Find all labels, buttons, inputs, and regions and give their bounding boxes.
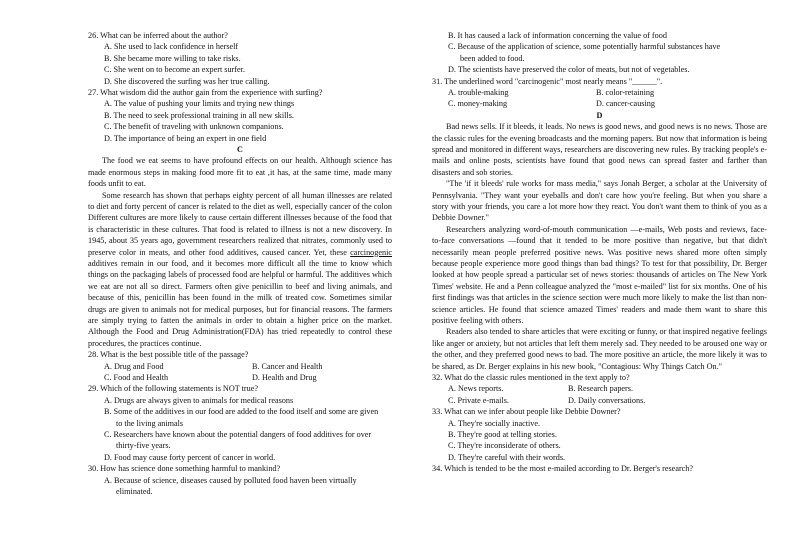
option-30a-line-2: eliminated. (116, 486, 153, 496)
passage-d-paragraph-4: Readers also tended to share articles that were exciting or funny, or that inspired negative feelings like anger or anxiety, but not articles that left them merely sad. They needed to be aroused one way or the other, and they preferred good news to bad. The more positive an article, the more likely it was to be shared, as Dr. Berger explains in his new book, "Contagious: Why Things Catch On." (432, 327, 767, 371)
option-31d: D. cancer-causing (596, 99, 655, 109)
question-31: 31. The underlined word "carcinogenic" most nearly means "______". (432, 76, 663, 86)
section-c-heading: C (237, 144, 243, 154)
paragraph-2-part-1: Some research has shown that perhaps eighty percent of all human illnesses are related to diet and forty percent of cancer is related to the diet as well, especially cancer of the colon Different cultures are more likely to cause certain different illnesses because of the food that is characteristic in these cultures. That food is related to illness is not a new discovery. In 1945, about 35 years ago, government researchers realized that nitrates, commonly used to preserve color in meats, and other food additives, caused cancer. Yet, these (88, 190, 392, 257)
option-27c: C. The benefit of traveling with unknown companions. (104, 122, 284, 132)
section-d-heading: D (596, 110, 603, 120)
option-29c-line-1: C. Researchers have known about the potential dangers of food additives for over (104, 429, 372, 439)
option-30b: B. It has caused a lack of information concerning the value of food (448, 31, 667, 40)
options-28-row-2 (88, 372, 392, 383)
passage-c-paragraph-2 (88, 190, 392, 350)
option-26b: B. She became more willing to take risks. (104, 53, 241, 63)
option-29c-line-2: thirty-five years. (116, 441, 171, 451)
question-27: 27. What wisdom did the author gain from the experience with surfing? (88, 87, 323, 97)
option-31a: A. trouble-making (448, 87, 509, 97)
option-29d: D. Food may cause forty percent of cancer in world. (104, 452, 276, 462)
option-30c-line-2: been added to food. (460, 53, 525, 63)
option-28a: A. Drug and Food (104, 361, 164, 371)
question-33: 33. What can we infer about people like Debbie Downer? (432, 407, 621, 417)
question-34: 34. Which is tended to be the most e-mailed according to Dr. Berger's research? (432, 464, 694, 474)
option-26a: A. She used to lack confidence in herself (104, 42, 239, 52)
option-32c: C. Private e-mails. (448, 395, 509, 405)
option-29b-line-1: B. Some of the additives in our food are added to the food itself and some are given (104, 407, 379, 417)
option-30d: D. The scientists have preserved the color of meats, but not of vegetables. (448, 65, 690, 75)
option-26c: C. She went on to become an expert surfer. (104, 65, 245, 75)
options-32-row-2 (432, 395, 767, 406)
options-31-row-1 (432, 87, 767, 98)
option-29b-line-2: to the living animals (116, 418, 184, 428)
option-33d: D. They're careful with their words. (448, 452, 566, 462)
option-32d: D. Daily conversations. (568, 395, 646, 405)
right-column (432, 30, 767, 475)
option-27b: B. The need to seek professional training in all new skills. (104, 110, 294, 120)
question-26: 26. What can be inferred about the author? (88, 31, 228, 40)
option-29a: A. Drugs are always given to animals for medical reasons (104, 395, 294, 405)
option-33c: C. They're inconsiderate of others. (448, 441, 561, 451)
passage-c-paragraph-1: The food we eat seems to have profound effects on our health. Although science has made enormous steps in making food more fit to eat ,it has, at the same time, made many foods unfit to eat. (88, 156, 392, 189)
question-30: 30. How has science done something harmful to mankind? (88, 464, 281, 474)
option-33a: A. They're socially inactive. (448, 418, 541, 428)
option-33b: B. They're good at telling stories. (448, 430, 557, 440)
underlined-word-carcinogenic: carcinogenic (350, 247, 392, 257)
option-31c: C. money-making (448, 99, 508, 109)
option-26d: D. She discovered the surfing was her true calling. (104, 76, 270, 86)
question-32: 32. What do the classic rules mentioned in the text apply to? (432, 373, 630, 383)
options-31-row-2 (432, 98, 767, 109)
option-27d: D. The importance of being an expert in one field (104, 133, 267, 143)
passage-d-paragraph-3: Researchers analyzing word-of-mouth communication —e-mails, Web posts and reviews, face-to-face conversations —found that it tended to be more positive than negative, but that didn't necessarily mean people preferred positive news. Was positive news shared more often simply because people experience more good things than bad things? To test for that possibility, Dr. Berger looked at how people spread a particular set of news stories: thousands of articles on The New York Times' website. He and a Penn colleague analyzed the "most e-mailed" list for six months. One of his first findings was that articles in the science section were much more likely to make the list than non-science articles. He found that science amazed Times' readers and made them want to share this positive feeling with others. (432, 224, 767, 326)
passage-d-paragraph-1: Bad news sells. If it bleeds, it leads. No news is good news, and good news is no news. Those are the classic rules for the evening broadcasts and the morning papers. But now that information is being spread and monitored in different ways, researchers are discovering new rules. By tracking people's e-mails and online posts, scientists have found that good news can spread faster and farther than disasters and sob stories. (432, 122, 767, 177)
option-32a: A. News reports. (448, 384, 504, 394)
options-28-row-1 (88, 361, 392, 372)
option-28c: C. Food and Health (104, 373, 169, 382)
option-27a: A. The value of pushing your limits and trying new things (104, 99, 295, 109)
option-31b: B. color-retaining (596, 87, 655, 97)
left-column (88, 30, 392, 497)
option-32b: B. Research papers. (568, 384, 634, 394)
question-28: 28. What is the best possible title of the passage? (88, 350, 249, 360)
option-30c-line-1: C. Because of the application of science, some potentially harmful substances have (448, 42, 721, 52)
option-28d: D. Health and Drug (252, 373, 317, 382)
question-29: 29. Which of the following statements is NOT true? (88, 384, 259, 394)
paragraph-2-part-2: additives remain in our food, and it becomes more difficult all the time to know which things on the packaging labels of processed food are helpful or harmful. The additives which we eat are not all so direct. Farmers often give penicillin to beef and living animals, and because of this, penicillin has been found in the milk of treated cow. Sometimes similar drugs are given to animals not for medical purposes, but for financial reasons. The farmers are simply trying to fatten the animals in order to obtain a higher price on the market. Although the Food and Drug Administration(FDA) has tried repeatedly to control these procedures, the practices continue. (88, 258, 392, 348)
passage-d-paragraph-2: "The 'if it bleeds' rule works for mass media," says Jonah Berger, a scholar at the University of Pennsylvania. "They want your eyeballs and don't care how you're feeling. But when you share a story with your friends, you care a lot more how they react. You don't want them to think of you as a Debbie Downer." (432, 179, 767, 223)
option-28b: B. Cancer and Health (252, 361, 323, 371)
options-32-row-1 (432, 383, 767, 394)
option-30a-line-1: A. Because of science, diseases caused by polluted food haven been virtually (104, 475, 357, 485)
